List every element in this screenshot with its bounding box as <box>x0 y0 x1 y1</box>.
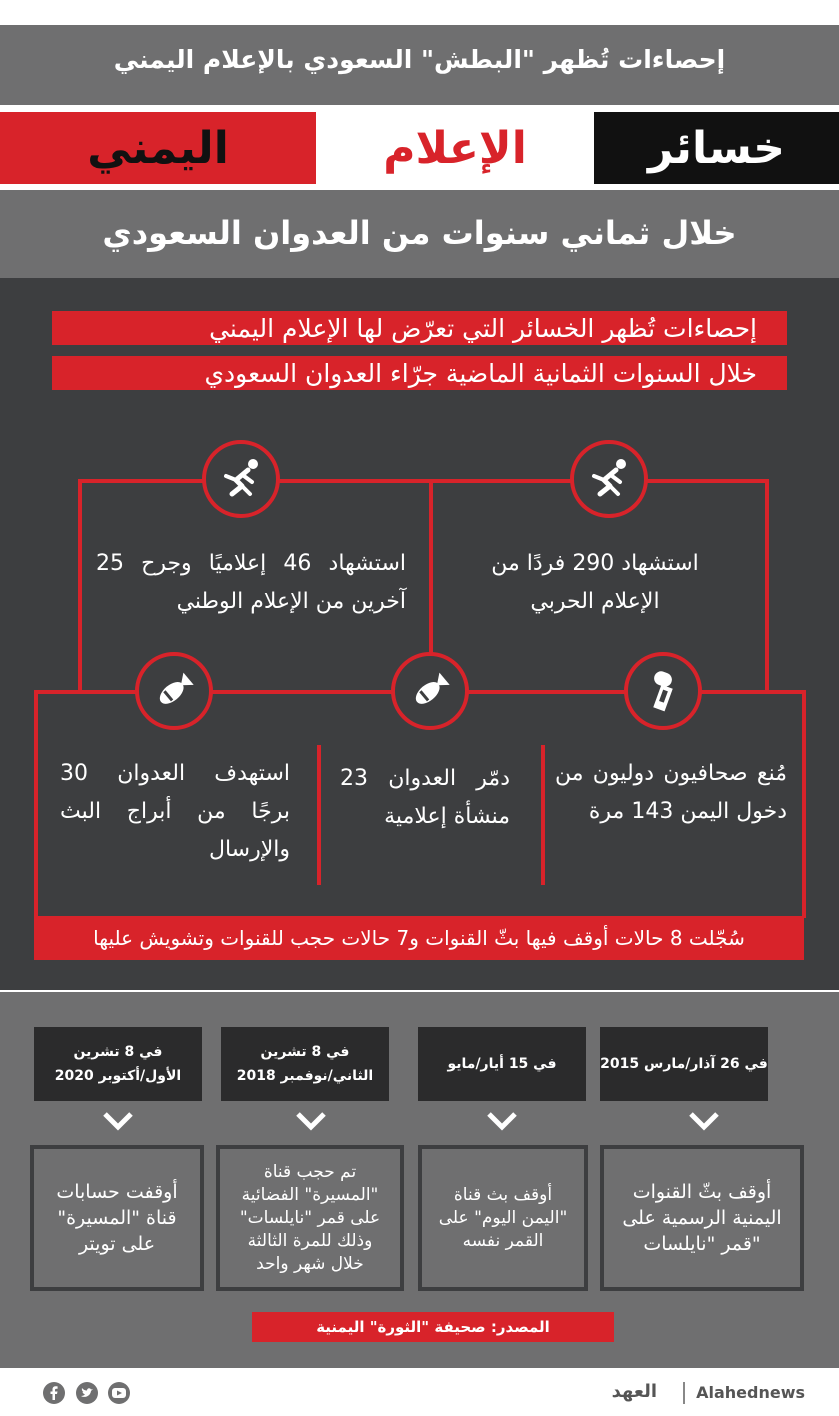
stat-war-media-martyrs: استشهاد 290 فردًا من الإعلام الحربي <box>491 551 699 614</box>
timeline-event <box>600 1145 804 1291</box>
timeline-event <box>216 1145 404 1291</box>
connector-line <box>78 479 769 483</box>
title-word-black: خسائر <box>594 112 839 184</box>
bomb-icon <box>391 652 469 730</box>
chevron-down-icon <box>684 1108 724 1134</box>
timeline-date-line: الثاني/نوفمبر 2018 <box>236 1068 374 1084</box>
stat-towers-targeted: استهدف العدوان 30 برجًا من أبراج البث والإرسال <box>60 761 290 862</box>
source-label: المصدر: صحيفة "الثورة" اليمنية <box>252 1312 614 1342</box>
timeline-date: في 15 أيار/مايو <box>418 1027 586 1101</box>
timeline-date-line: في 8 تشرين <box>73 1044 163 1060</box>
timeline-event-text: أوقفت حسابات قناة "المسيرة" على تويتر <box>56 1181 178 1255</box>
stat-facilities-destroyed: دمّر العدوان 23 منشأة إعلامية <box>340 766 510 829</box>
connector-line <box>802 690 806 918</box>
twitter-icon[interactable] <box>76 1382 98 1404</box>
timeline-date: في 26 آذار/مارس 2015 <box>600 1027 768 1101</box>
microphone-icon <box>624 652 702 730</box>
brand-separator <box>683 1382 685 1404</box>
intro-line-2: خلال السنوات الثمانية الماضية جرّاء العدوان السعودي <box>52 356 787 390</box>
header-top-line: إحصاءات تُظهر "البطش" السعودي بالإعلام اليمني <box>113 45 726 74</box>
timeline-date <box>221 1027 389 1101</box>
timeline-event <box>418 1145 588 1291</box>
connector-line <box>78 479 82 692</box>
title-word-red: اليمني <box>0 112 316 184</box>
stat-channels-footer: سُجّلت 8 حالات أوقف فيها بثّ القنوات و7 حالات حجب للقنوات وتشويش عليها <box>34 916 804 960</box>
stat-national-media-martyrs: استشهاد 46 إعلاميًا وجرح 25 آخرين من الإعلام الوطني <box>96 551 406 614</box>
intro-line-1: إحصاءات تُظهر الخسائر التي تعرّض لها الإعلام اليمني <box>52 311 787 345</box>
brand-english-name: Alahednews <box>696 1383 805 1402</box>
brand-arabic-logo: العهد <box>611 1381 657 1402</box>
facebook-icon[interactable] <box>43 1382 65 1404</box>
injured-person-icon <box>570 440 648 518</box>
chevron-down-icon <box>291 1108 331 1134</box>
header-band <box>0 25 839 105</box>
stat-journalists-banned: مُنع صحافيون دوليون من دخول اليمن 143 مرة <box>555 761 787 824</box>
injured-person-icon <box>202 440 280 518</box>
timeline-date <box>34 1027 202 1101</box>
timeline-event <box>30 1145 204 1291</box>
bomb-icon <box>135 652 213 730</box>
timeline-event-text: تم حجب قناة "المسيرة" الفضائية على قمر "نايلسات" وذلك للمرة الثالثة خلال شهر واحد <box>239 1161 381 1274</box>
chevron-down-icon <box>482 1108 522 1134</box>
youtube-icon[interactable] <box>108 1382 130 1404</box>
subtitle-band <box>0 190 839 278</box>
title-row <box>0 112 839 184</box>
timeline-date-line: الأول/أكتوبر 2020 <box>54 1068 182 1084</box>
subtitle: خلال ثماني سنوات من العدوان السعودي <box>102 214 737 252</box>
connector-line <box>34 690 38 918</box>
connector-line <box>429 479 433 659</box>
timeline-event-text: أوقف بث قناة "اليمن اليوم" على القمر نفسه <box>438 1184 568 1251</box>
title-word-white: الإعلام <box>316 112 594 184</box>
connector-line <box>541 745 545 885</box>
timeline-event-text: أوقف بثّ القنوات اليمنية الرسمية على "قمر "نايلسات <box>622 1181 782 1255</box>
timeline-date-line: في 8 تشرين <box>260 1044 350 1060</box>
connector-line <box>317 745 321 885</box>
connector-line <box>765 479 769 692</box>
chevron-down-icon <box>98 1108 138 1134</box>
